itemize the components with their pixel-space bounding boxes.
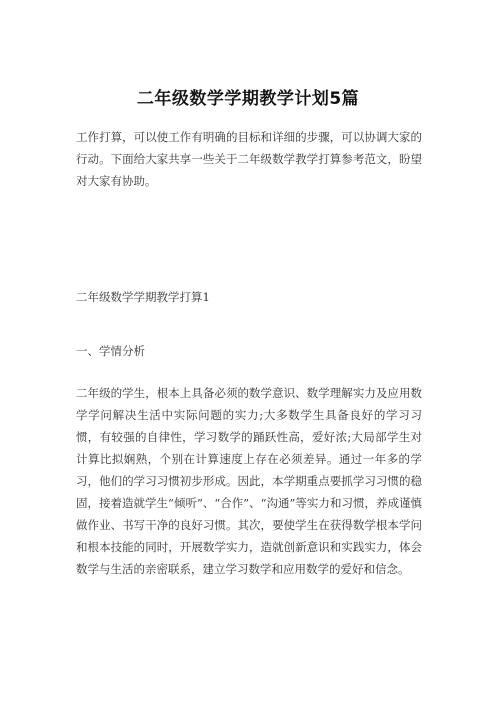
section-title: 二年级数学学期教学打算1 — [76, 290, 210, 304]
body-paragraph: 二年级的学生，根本上具备必须的数学意识、数学理解实力及应用数学学问解决生活中实际问题的实力;大多数学生具备良好的学习习惯，有较强的自律性，学习数学的踊跃性高，爱好浓;大局部学生对计算比拟娴熟，个别在计算速度上存在必须差异。通过一年多的学习，他们的学习习惯初步形成。因此，本学期重点要抓学习习惯的稳固，接着造就学生“倾听”、“合作”、“沟通”等实力和习惯，养成谨慎做作业、书写干净的良好习惯。其次，要使学生在获得数学根本学问和根本技能的同时，开展数学实力，造就创新意识和实践实力，体会数学与生活的亲密联系，建立学习数学和应用数学的爱好和信念。 — [76, 386, 422, 576]
intro-paragraph: 工作打算，可以使工作有明确的目标和详细的步骤，可以协调大家的行动。下面给大家共享一些关于二年级数学教学打算参考范文，盼望对大家有协助。 — [76, 130, 422, 188]
document-title: 二年级数学学期教学计划5篇 — [136, 89, 360, 109]
subsection-title: 一、学情分析 — [76, 344, 145, 358]
